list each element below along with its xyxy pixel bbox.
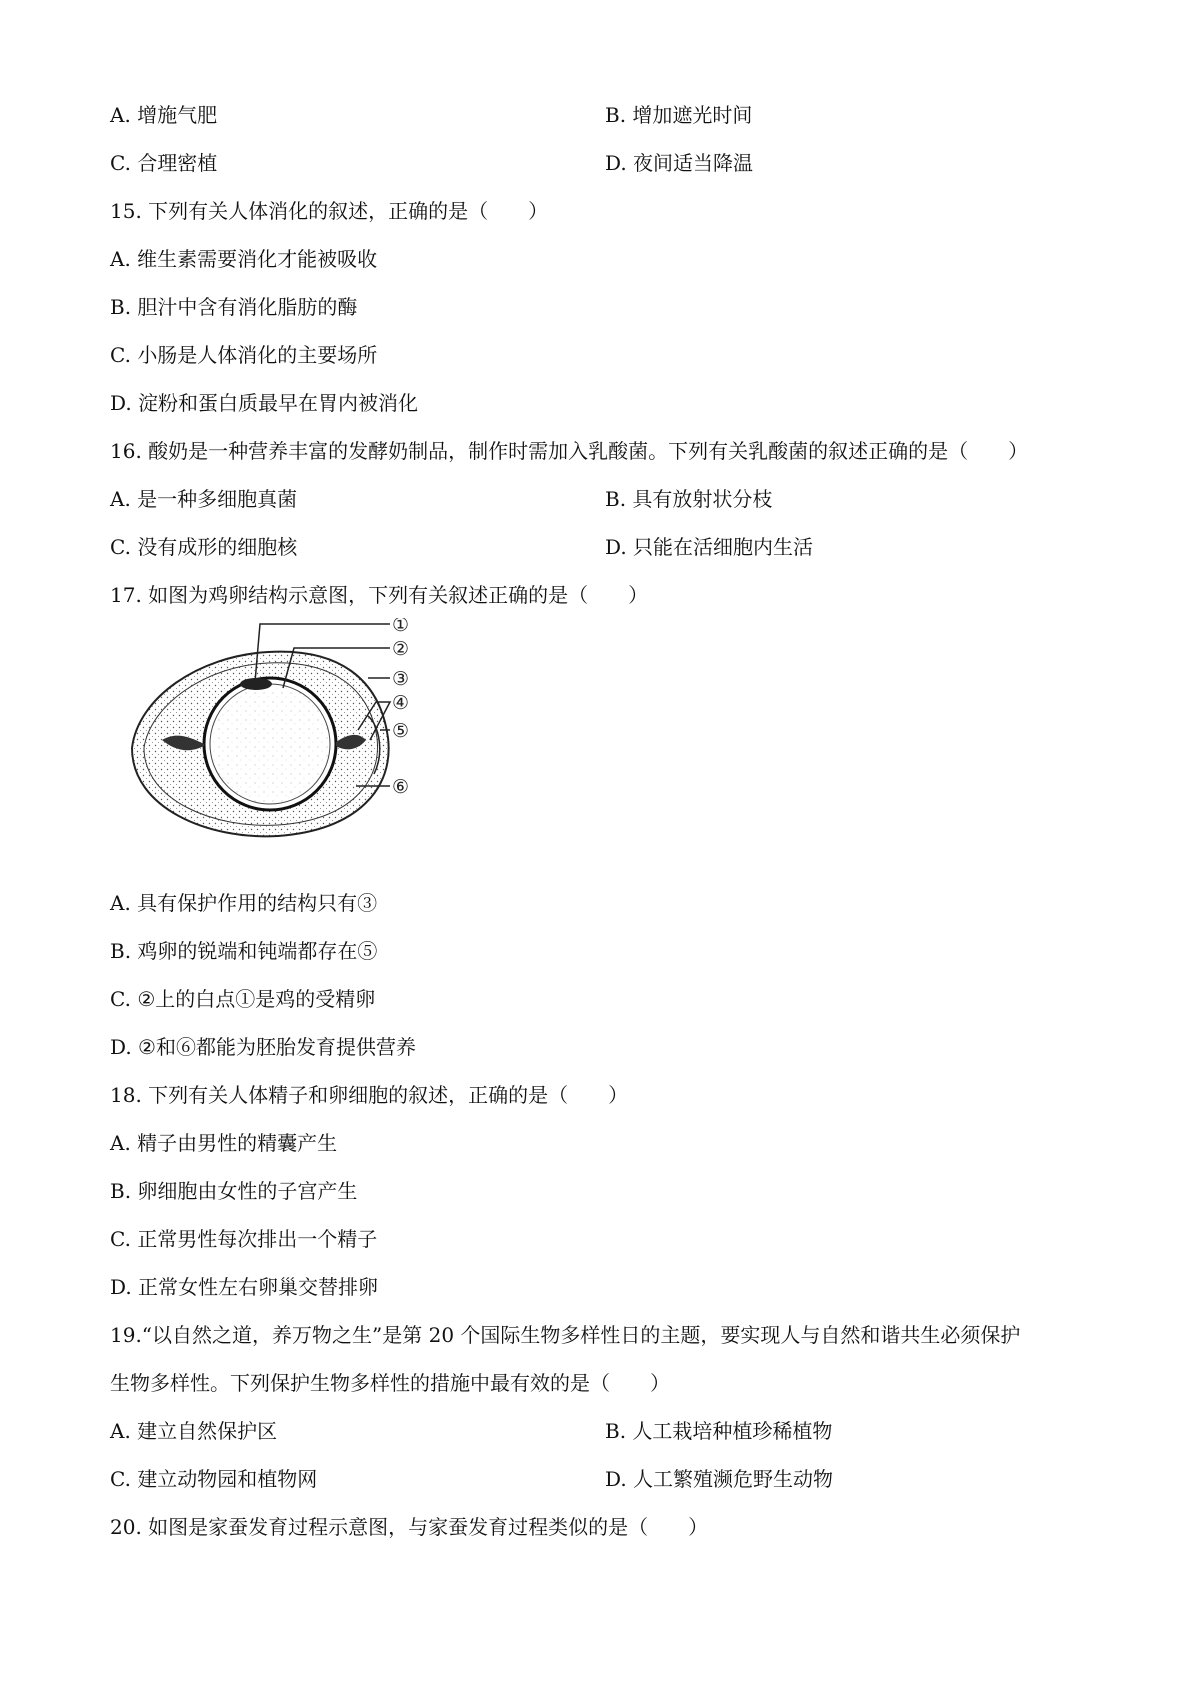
q19-option-a: A. 建立自然保护区 — [110, 1419, 278, 1443]
q18-stem: 18. 下列有关人体精子和卵细胞的叙述，正确的是（ ） — [110, 1083, 629, 1107]
q17-option-a: A. 具有保护作用的结构只有③ — [110, 891, 378, 915]
q15-option-a: A. 维生素需要消化才能被吸收 — [110, 247, 378, 271]
q19-option-d: D. 人工繁殖濒危野生动物 — [605, 1467, 834, 1491]
q16-option-d: D. 只能在活细胞内生活 — [605, 535, 814, 559]
q17-stem: 17. 如图为鸡卵结构示意图，下列有关叙述正确的是（ ） — [110, 583, 649, 607]
q15-option-b: B. 胆汁中含有消化脂肪的酶 — [110, 295, 358, 319]
q16-option-a: A. 是一种多细胞真菌 — [110, 487, 298, 511]
q19-option-c: C. 建立动物园和植物网 — [110, 1467, 318, 1491]
germinal-disc — [240, 678, 272, 690]
label-5: ⑤ — [392, 720, 410, 742]
q19-stem-line-2: 生物多样性。下列保护生物多样性的措施中最有效的是（ ） — [110, 1371, 670, 1395]
q15-option-d: D. 淀粉和蛋白质最早在胃内被消化 — [110, 391, 419, 415]
q15-option-c: C. 小肠是人体消化的主要场所 — [110, 343, 378, 367]
q19-option-b: B. 人工栽培种植珍稀植物 — [605, 1419, 833, 1443]
q17-option-b: B. 鸡卵的锐端和钝端都存在⑤ — [110, 939, 378, 963]
q16-option-c: C. 没有成形的细胞核 — [110, 535, 298, 559]
q17-option-d: D. ②和⑥都能为胚胎发育提供营养 — [110, 1035, 416, 1059]
q16-stem: 16. 酸奶是一种营养丰富的发酵奶制品，制作时需加入乳酸菌。下列有关乳酸菌的叙述正确的是（ ） — [110, 439, 1029, 463]
label-3: ③ — [392, 668, 410, 690]
label-4: ④ — [392, 692, 410, 714]
q14-option-c: C. 合理密植 — [110, 151, 218, 175]
label-6: ⑥ — [392, 776, 410, 798]
q18-option-a: A. 精子由男性的精囊产生 — [110, 1131, 338, 1155]
label-1: ① — [392, 618, 410, 636]
label-2: ② — [392, 638, 410, 660]
egg-structure-diagram — [118, 618, 458, 850]
q14-option-d: D. 夜间适当降温 — [605, 151, 754, 175]
q17-option-c: C. ②上的白点①是鸡的受精卵 — [110, 987, 376, 1011]
q14-option-a: A. 增施气肥 — [110, 103, 218, 127]
q16-option-b: B. 具有放射状分枝 — [605, 487, 773, 511]
q18-option-d: D. 正常女性左右卵巢交替排卵 — [110, 1275, 379, 1299]
q18-option-c: C. 正常男性每次排出一个精子 — [110, 1227, 378, 1251]
q14-option-b: B. 增加遮光时间 — [605, 103, 753, 127]
q18-option-b: B. 卵细胞由女性的子宫产生 — [110, 1179, 358, 1203]
q15-stem: 15. 下列有关人体消化的叙述，正确的是（ ） — [110, 199, 549, 223]
q20-stem: 20. 如图是家蚕发育过程示意图，与家蚕发育过程类似的是（ ） — [110, 1515, 709, 1539]
q19-stem-line-1: 19.“以自然之道，养万物之生”是第 20 个国际生物多样性日的主题，要实现人与自然和谐共生必须保护 — [110, 1323, 1021, 1347]
